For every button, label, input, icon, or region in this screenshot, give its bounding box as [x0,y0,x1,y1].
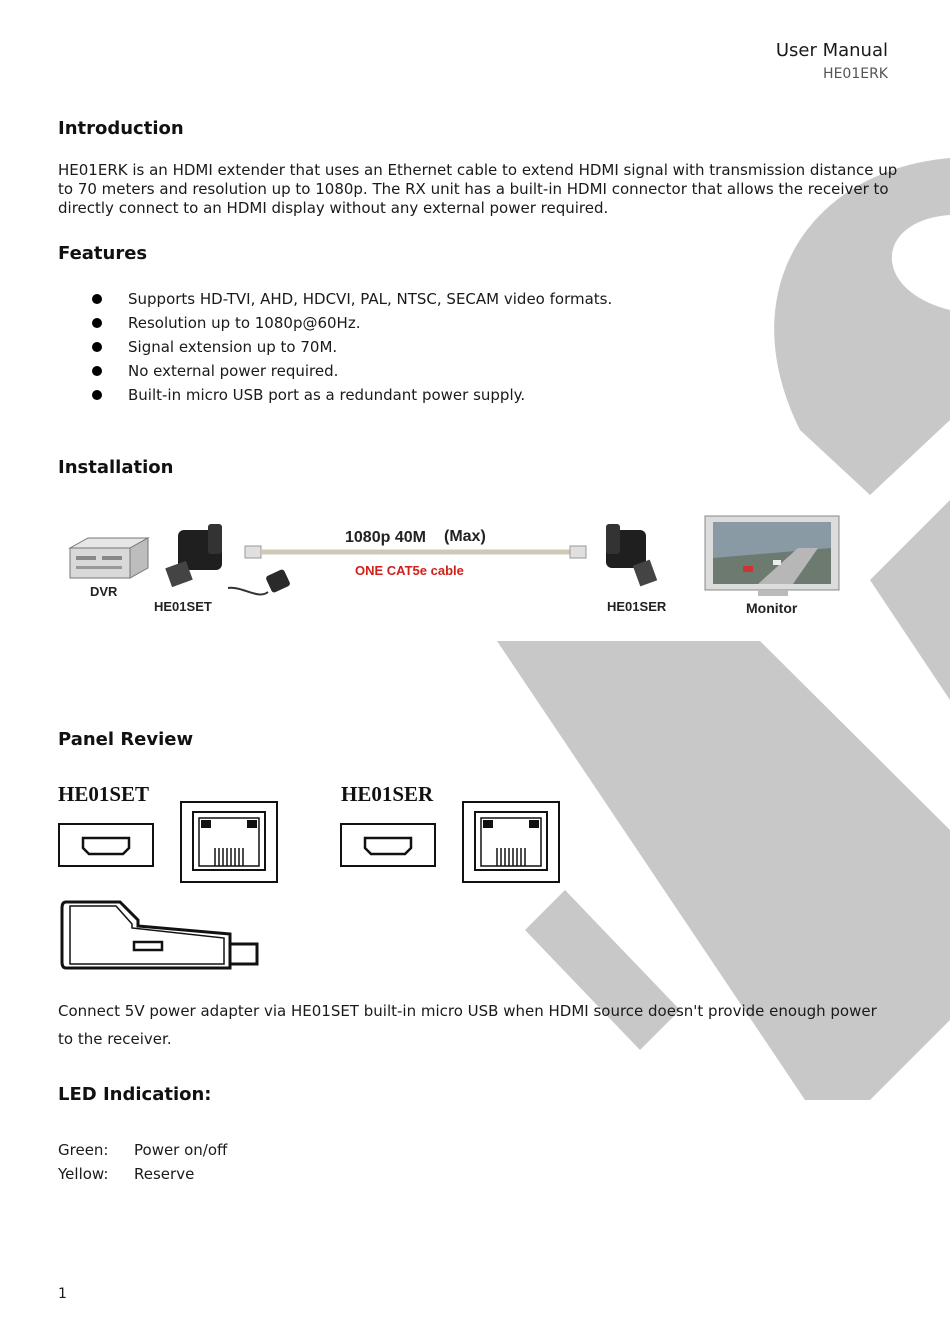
cable-label: ONE CAT5e cable [355,563,464,578]
list-item: Resolution up to 1080p@60Hz. [58,312,758,336]
installation-heading: Installation [58,457,174,478]
led-color-label: Yellow: [58,1165,109,1183]
receiver-label: HE01SER [607,599,667,614]
page-number: 1 [58,1286,67,1302]
power-note: Connect 5V power adapter via HE01SET built-in micro USB when HDMI source doesn't provide enough power to the receiver. [58,1002,877,1048]
bullet-icon [92,342,102,352]
distance-label: 1080p 40M [345,529,426,546]
receiver-panel-title: HE01SER [341,782,434,806]
rj45-port-icon [181,802,277,882]
receiver-icon [606,524,657,586]
led-row-green [58,1141,227,1159]
features-heading: Features [58,243,148,264]
max-label: (Max) [444,528,486,545]
list-item: Signal extension up to 70M. [58,336,758,360]
monitor-label: Monitor [746,600,798,616]
bullet-icon [92,318,102,328]
bullet-icon [92,294,102,304]
document-title: User Manual [775,40,888,61]
led-meaning: Power on/off [134,1141,228,1159]
led-heading: LED Indication: [58,1084,212,1105]
monitor-icon [705,516,839,596]
panel-review-diagram [58,778,578,978]
model-number: HE01ERK [823,66,888,82]
ethernet-cable [245,546,586,558]
list-item: No external power required. [58,360,758,384]
led-meaning: Reserve [134,1165,195,1183]
transmitter-panel-title: HE01SET [58,782,150,806]
list-item: Supports HD-TVI, AHD, HDCVI, PAL, NTSC, SECAM video formats. [58,288,758,312]
dvr-label: DVR [90,584,118,599]
power-adapter-icon [228,569,291,595]
list-item: Built-in micro USB port as a redundant power supply. [58,384,758,408]
led-color-label: Green: [58,1141,109,1159]
installation-diagram [58,508,858,636]
bullet-icon [92,390,102,400]
introduction-text: HE01ERK is an HDMI extender that uses an Ethernet cable to extend HDMI signal with transmission distance up to 70 meters and resolution up to 1080p. The RX unit has a built-in HDMI connector that allows the receiver to directly connect to an HDMI display without any external power required. [58,161,898,217]
panel-review-heading: Panel Review [58,729,194,750]
dvr-icon [70,538,148,578]
led-row-yellow [58,1165,194,1183]
transmitter-icon [165,524,222,587]
hdmi-port-icon [341,824,435,866]
micro-usb-side-view-icon [62,902,257,968]
hdmi-port-icon [59,824,153,866]
introduction-heading: Introduction [58,118,184,139]
transmitter-label: HE01SET [154,599,212,614]
features-list [58,288,758,408]
rj45-port-icon [463,802,559,882]
bullet-icon [92,366,102,376]
